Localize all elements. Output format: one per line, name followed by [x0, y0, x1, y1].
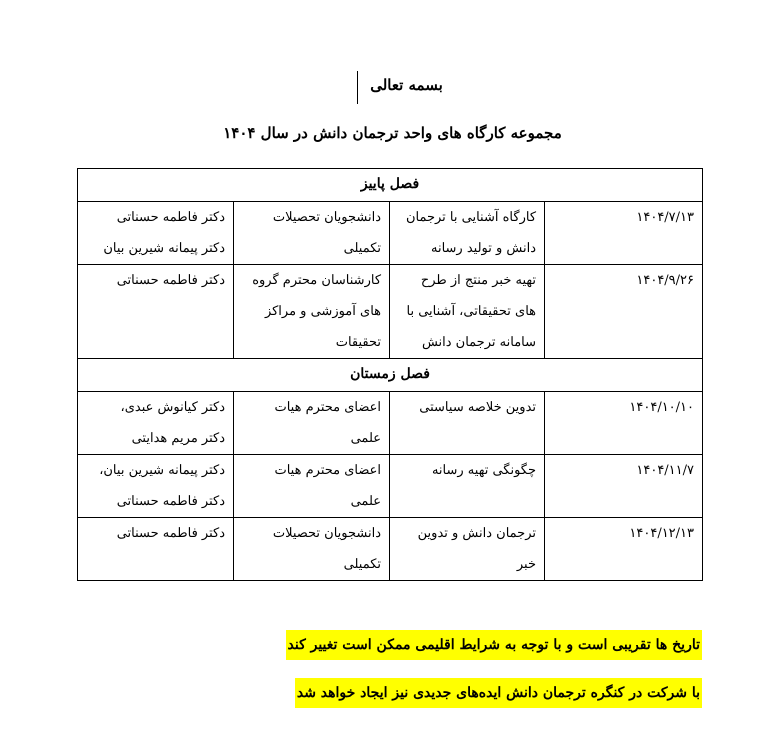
- audience-cell: [234, 518, 390, 581]
- presenters-line: دکتر فاطمه حسناتی: [116, 526, 226, 541]
- audience-line: های آموزشی و مراکز: [264, 304, 382, 319]
- note-congress-ideas: با شرکت در کنگره ترجمان دانش ایده‌های جدیدی نیز ایجاد خواهد شد: [295, 678, 702, 708]
- audience-line: اعضای محترم هیات: [274, 463, 382, 478]
- table-row: [78, 202, 703, 265]
- audience-line: دانشجویان تحصیلات: [272, 210, 382, 225]
- presenters-line: دکتر پیمانه شیرین بیان: [103, 241, 226, 256]
- presenters-line: دکتر پیمانه شیرین بیان،: [99, 463, 226, 478]
- workshop-title-line: دانش و تولید رسانه: [430, 241, 537, 256]
- date-text: ۱۴۰۴/۱۱/۷: [636, 463, 695, 478]
- table-row: [78, 392, 703, 455]
- workshop-title-cell: [390, 455, 545, 518]
- audience-line: تکمیلی: [343, 557, 382, 572]
- season-row: [78, 359, 703, 392]
- workshop-title-line: خبر: [516, 557, 537, 572]
- workshop-title-cell: [390, 202, 545, 265]
- workshop-title-line: ترجمان دانش و تدوین: [417, 526, 537, 541]
- workshop-title-cell: [390, 265, 545, 359]
- date-cell: [545, 392, 703, 455]
- workshop-title-line: های تحقیقاتی، آشنایی با: [406, 304, 537, 319]
- audience-line: علمی: [350, 431, 382, 446]
- workshop-title-line: تهیه خبر منتج از طرح: [420, 273, 537, 288]
- date-text: ۱۴۰۴/۹/۲۶: [636, 273, 695, 288]
- table-row: [78, 265, 703, 359]
- audience-line: دانشجویان تحصیلات: [272, 526, 382, 541]
- presenters-line: دکتر کیانوش عبدی،: [120, 400, 226, 415]
- audience-line: تحقیقات: [335, 335, 382, 350]
- presenters-cell: [78, 392, 234, 455]
- audience-cell: [234, 265, 390, 359]
- season-header: فصل پاییز: [78, 169, 703, 202]
- presenters-cell: [78, 202, 234, 265]
- workshop-title-line: چگونگی تهیه رسانه: [431, 463, 537, 478]
- presenters-line: دکتر فاطمه حسناتی: [116, 273, 226, 288]
- presenters-line: دکتر فاطمه حسناتی: [116, 494, 226, 509]
- date-cell: [545, 455, 703, 518]
- date-text: ۱۴۰۴/۷/۱۳: [636, 210, 695, 225]
- audience-line: علمی: [350, 494, 382, 509]
- document-title: بسمه تعالی: [370, 76, 443, 94]
- workshop-title-line: سامانه ترجمان دانش: [421, 335, 537, 350]
- table-row: [78, 518, 703, 581]
- workshop-title-cell: [390, 392, 545, 455]
- season-header: فصل زمستان: [78, 359, 703, 392]
- workshop-title-cell: [390, 518, 545, 581]
- table-row: [78, 455, 703, 518]
- workshop-title-line: کارگاه آشنایی با ترجمان: [405, 210, 537, 225]
- audience-cell: [234, 392, 390, 455]
- date-cell: [545, 518, 703, 581]
- date-cell: [545, 265, 703, 359]
- workshop-title-line: تدوین خلاصه سیاستی: [419, 400, 537, 415]
- document-subtitle: مجموعه کارگاه های واحد ترجمان دانش در سال ۱۴۰۴: [223, 124, 562, 142]
- audience-line: اعضای محترم هیات: [274, 400, 382, 415]
- presenters-cell: [78, 265, 234, 359]
- date-text: ۱۴۰۴/۱۰/۱۰: [629, 400, 695, 415]
- audience-cell: [234, 202, 390, 265]
- date-cell: [545, 202, 703, 265]
- presenters-line: دکتر فاطمه حسناتی: [116, 210, 226, 225]
- presenters-cell: [78, 518, 234, 581]
- presenters-cell: [78, 455, 234, 518]
- season-row: [78, 169, 703, 202]
- audience-line: تکمیلی: [343, 241, 382, 256]
- audience-line: کارشناسان محترم گروه: [252, 273, 382, 288]
- note-dates-approximate: تاریخ ها تقریبی است و با توجه به شرایط اقلیمی ممکن است تغییر کند: [286, 630, 703, 660]
- date-text: ۱۴۰۴/۱۲/۱۳: [629, 526, 695, 541]
- audience-cell: [234, 455, 390, 518]
- workshop-schedule-table: [77, 168, 703, 581]
- presenters-line: دکتر مریم هدایتی: [131, 431, 226, 446]
